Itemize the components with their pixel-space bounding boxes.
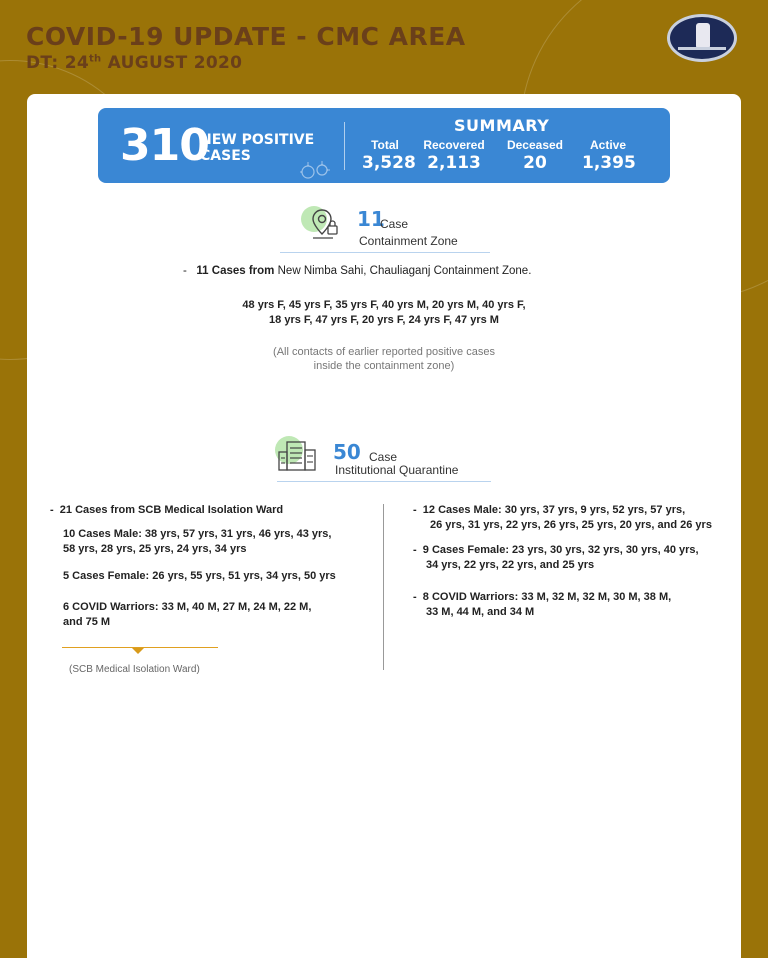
- containment-case-line: - 11 Cases from New Nimba Sahi, Chauliaganj Containment Zone.: [183, 265, 532, 277]
- other-warriors: - 8 COVID Warriors: 33 M, 32 M, 32 M, 30 M, 38 M, 33 M, 44 M, and 34 M: [413, 591, 672, 618]
- containment-count: 11: [357, 207, 385, 231]
- quarantine-label: Institutional Quarantine: [335, 463, 459, 477]
- new-cases-count: 310: [120, 120, 209, 171]
- summary-banner: [98, 108, 670, 183]
- page-date: DT: 24th AUGUST 2020: [26, 53, 243, 73]
- scb-female: 5 Cases Female: 26 yrs, 55 yrs, 51 yrs, 34 yrs, 50 yrs: [63, 570, 336, 582]
- containment-label: Containment Zone: [359, 234, 458, 248]
- new-cases-label: NEW POSITIVE CASES: [200, 132, 315, 164]
- page-title: COVID-19 UPDATE - CMC AREA: [26, 22, 466, 51]
- summary-divider: [344, 122, 345, 170]
- page-header: [26, 22, 466, 73]
- column-divider: [383, 504, 384, 670]
- containment-details: 48 yrs F, 45 yrs F, 35 yrs F, 40 yrs M, 20 yrs M, 40 yrs F, 18 yrs F, 47 yrs F, 20 yrs F, 24 yrs F, 47 yrs M: [242, 299, 526, 326]
- containment-note: (All contacts of earlier reported positive cases inside the containment zone): [273, 346, 495, 372]
- scb-warriors: 6 COVID Warriors: 33 M, 40 M, 27 M, 24 M, 22 M, and 75 M: [63, 601, 312, 628]
- virus-icon: [294, 158, 334, 180]
- containment-underline: [280, 252, 490, 253]
- quarantine-case-word: Case: [369, 450, 398, 464]
- stat-total: Total 3,528: [362, 138, 416, 173]
- footer-label: (SCB Medical Isolation Ward): [69, 664, 200, 675]
- stat-active: Active 1,395: [582, 138, 636, 173]
- quarantine-count: 50: [333, 440, 361, 464]
- other-female: - 9 Cases Female: 23 yrs, 30 yrs, 32 yrs, 30 yrs, 40 yrs, 34 yrs, 22 yrs, 22 yrs, and 25 yrs: [413, 544, 699, 571]
- content-card: [27, 94, 741, 958]
- stat-recovered: Recovered 2,113: [423, 138, 485, 173]
- footer-pointer-icon: [132, 648, 144, 654]
- stat-deceased: Deceased 20: [506, 138, 564, 173]
- scb-heading: - 21 Cases from SCB Medical Isolation Ward: [50, 504, 284, 516]
- quarantine-underline: [277, 481, 491, 482]
- location-pin-icon: [311, 208, 341, 240]
- scb-male: 10 Cases Male: 38 yrs, 57 yrs, 31 yrs, 46 yrs, 43 yrs, 58 yrs, 28 yrs, 25 yrs, 24 yrs, 34 yrs: [63, 528, 332, 555]
- municipal-seal-icon: [667, 14, 737, 62]
- other-male: - 12 Cases Male: 30 yrs, 37 yrs, 9 yrs, 52 yrs, 57 yrs, 26 yrs, 31 yrs, 22 yrs, 26 yrs, 25 yrs, 20 yrs, and 26 yrs: [413, 504, 712, 531]
- hospital-building-icon: [277, 438, 319, 472]
- containment-case-word: Case: [380, 217, 409, 231]
- summary-title: SUMMARY: [454, 116, 550, 135]
